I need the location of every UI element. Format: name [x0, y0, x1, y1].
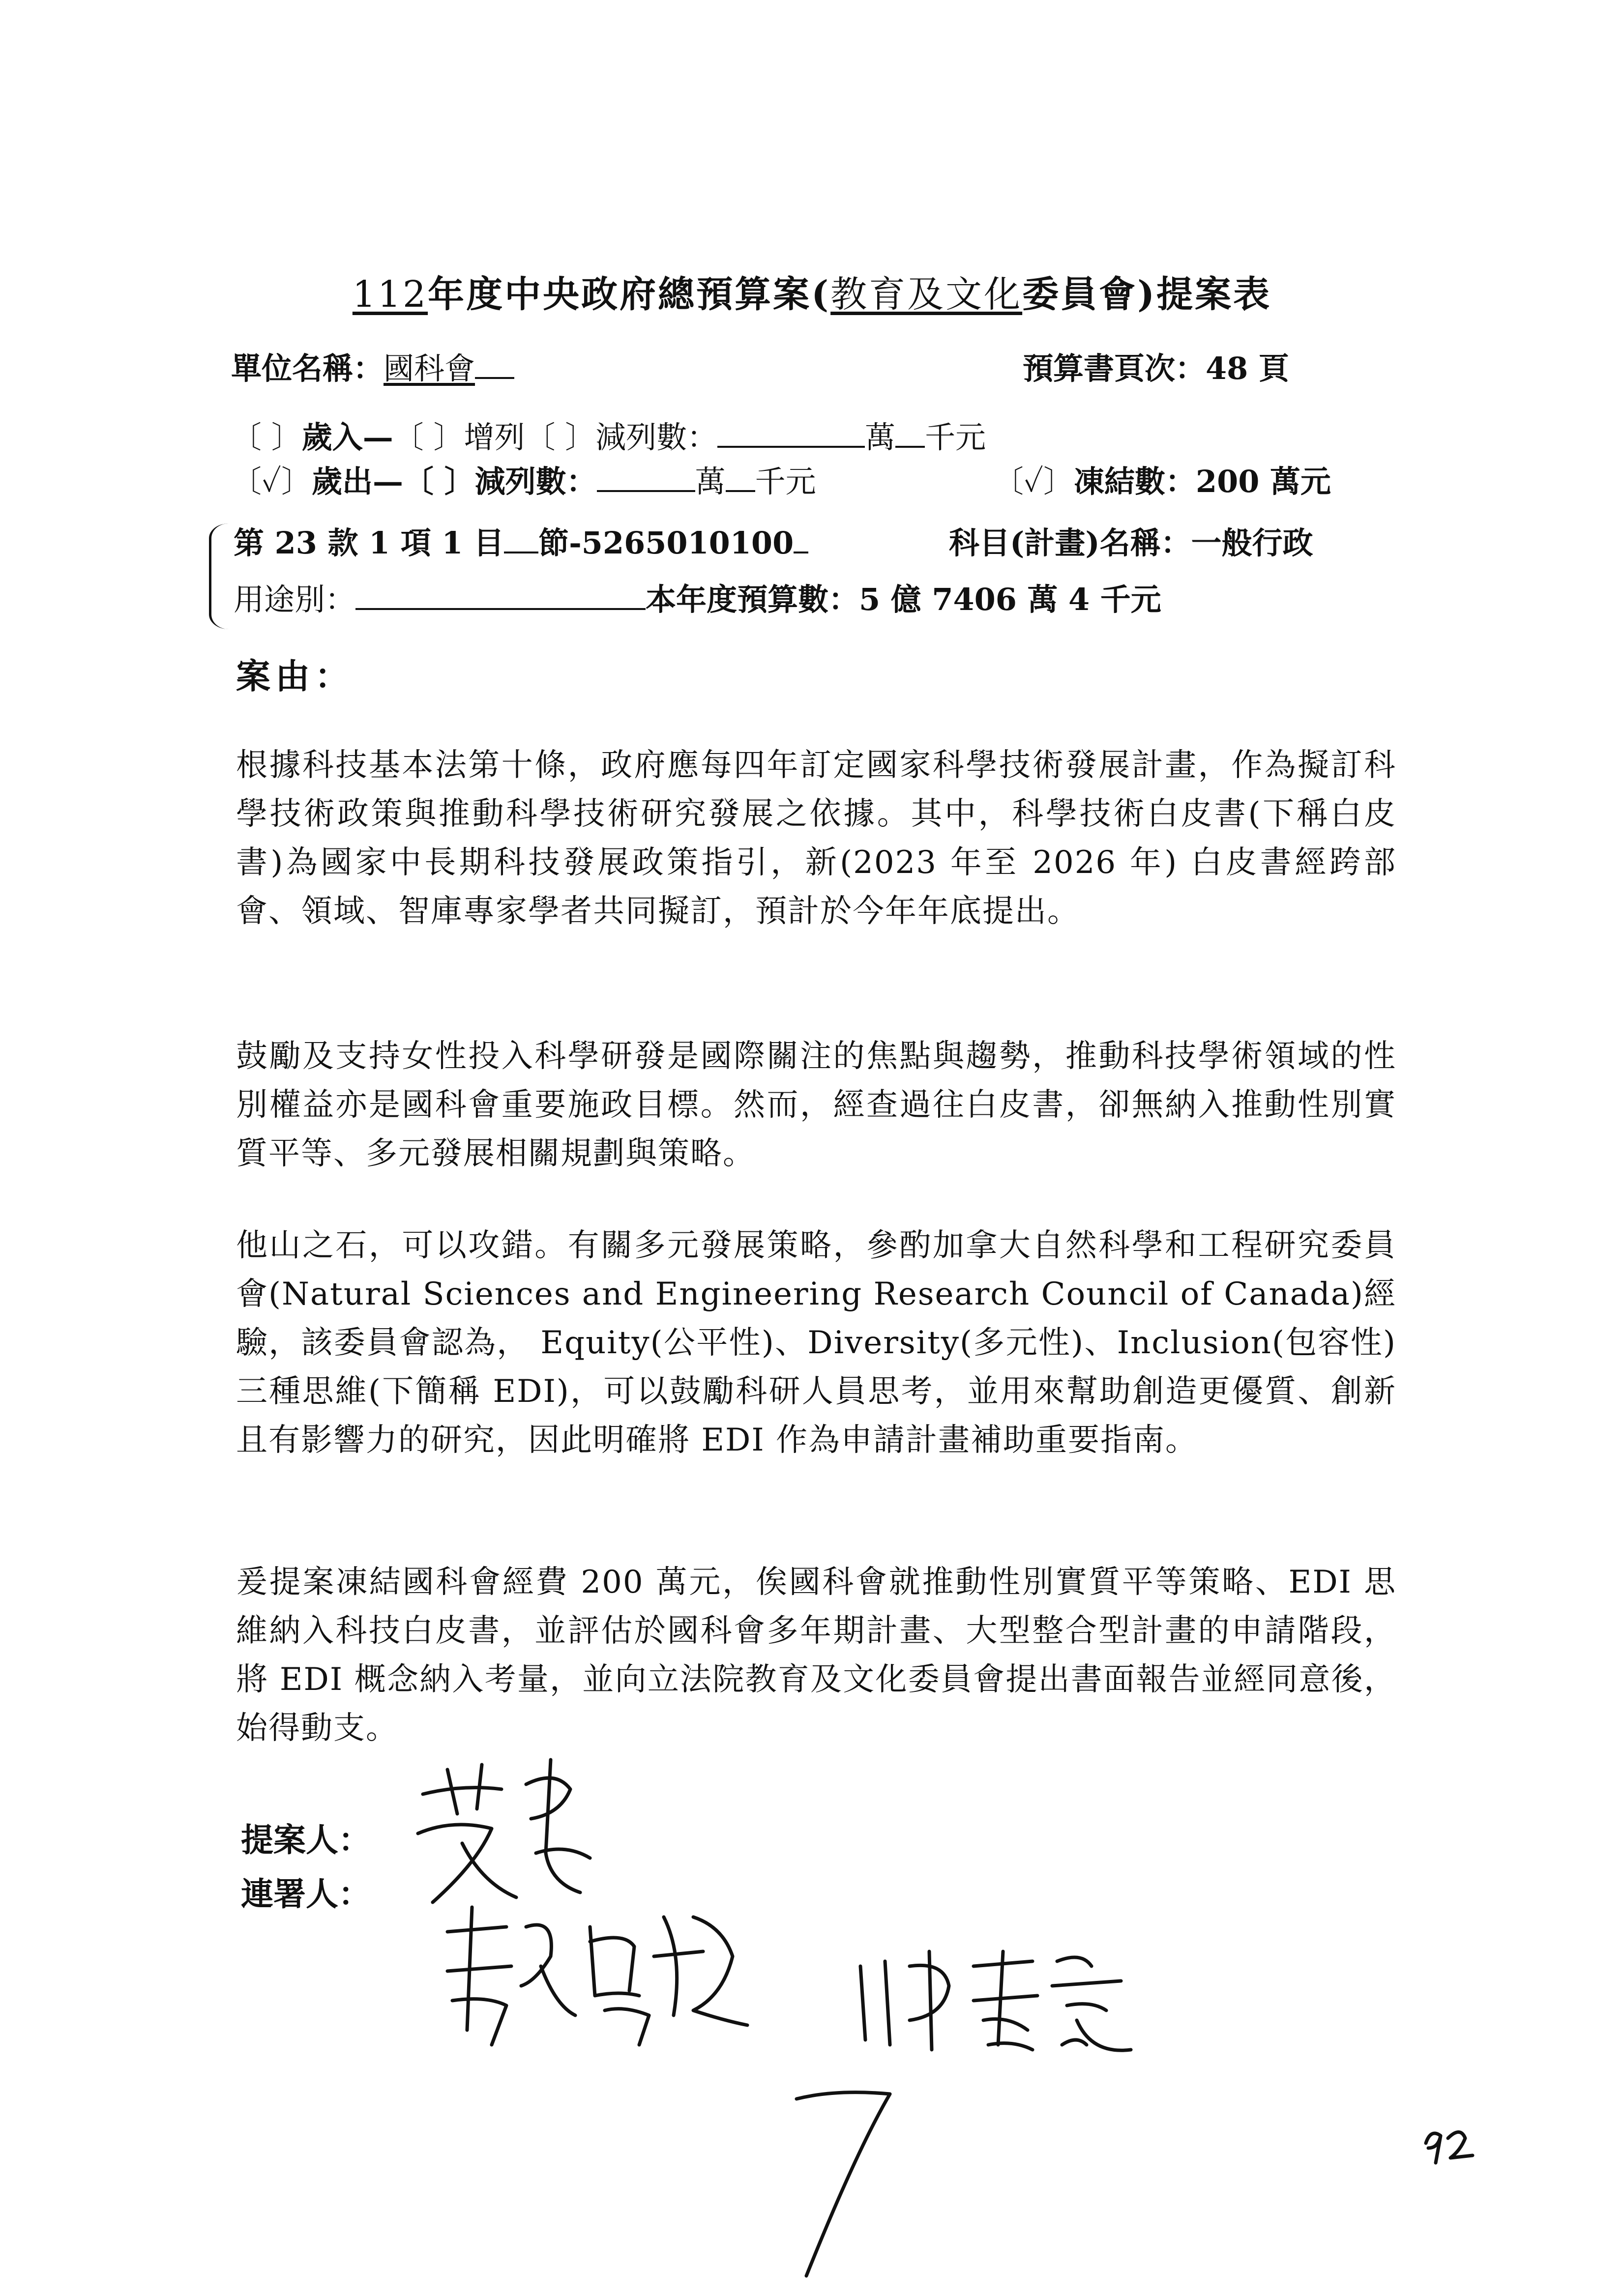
subject-value: 一般行政	[1191, 525, 1313, 561]
subject-label: 科目(計畫)名稱：	[949, 525, 1191, 561]
income-items: 〔 〕增列〔 〕減列數：	[393, 419, 718, 455]
handwritten-number	[787, 2079, 905, 2286]
expense-label: 歲出—	[312, 464, 404, 499]
expense-reduce: 〔 〕減列數：	[403, 464, 597, 499]
reason-paragraph-1: 根據科技基本法第十條，政府應每四年訂定國家科學技術發展計畫，作為擬訂科學技術政策與推動科學技術研究發展之依據。其中，科學技術白皮書(下稱白皮書)為國家中長期科技發展政策指引，新(2023 年至 2026 年) 白皮書經跨部會、領域、智庫專家學者共同擬訂，預計於今年年底提出。	[236, 747, 1396, 930]
title-part2: 委員會)提案表	[1022, 273, 1272, 316]
title-committee: 教育及文化	[830, 273, 1023, 316]
proposer-label: 提案人：	[241, 1821, 371, 1859]
unit-label: 單位名稱：	[231, 350, 384, 386]
freeze-checkbox: 〔✓〕	[993, 464, 1074, 499]
subject-row	[949, 519, 1313, 562]
reason-paragraph-4: 爰提案凍結國科會經費 200 萬元，俟國科會就推動性別實質平等策略、EDI 思維納入科技白皮書，並評估於國科會多年期計畫、大型整合型計畫的申請階段，將 EDI 概念納入考量，並向立法院教育及文化委員會提出書面報告並經同意後，始得動支。	[236, 1564, 1396, 1746]
title-year: 112	[352, 273, 428, 316]
income-label: 歲入—	[301, 419, 393, 455]
income-row	[231, 413, 986, 457]
item-code: 第 23 款 1 項 1 目	[234, 525, 504, 561]
item-row	[234, 519, 808, 562]
cosigner-signature-1	[428, 1897, 772, 2060]
reason-paragraph-3: 他山之石，可以攻錯。有關多元發展策略，參酌加拿大自然科學和工程研究委員會(Natural Sciences and Engineering Research Council of Canada)經驗，該委員會認為， Equity(公平性)、Diversity(多元性)、Inclusion(包容性)三種思維(下簡稱 EDI)，可以鼓勵科研人員思考，並用來幫助創造更優質、創新且有影響力的研究，因此明確將 EDI 作為申請計畫補助重要指南。	[236, 1227, 1396, 1458]
annual-budget: 本年度預算數：5 億 7406 萬 4 千元	[646, 581, 1161, 617]
cosigner-signature-2	[846, 1947, 1160, 2060]
expense-checkbox: 〔✓〕	[231, 464, 312, 499]
expense-row	[231, 457, 816, 501]
reason-heading: 案由：	[236, 656, 354, 697]
budget-page: 預算書頁次：48 頁	[1023, 350, 1289, 386]
item-bracket	[209, 523, 231, 629]
expense-unit2: 千元	[755, 464, 816, 499]
title-part1: 年度中央政府總預算案(	[428, 273, 831, 316]
income-unit2: 千元	[925, 419, 986, 455]
item-section: 節-5265010100	[538, 525, 794, 561]
form-title	[0, 265, 1624, 318]
income-unit1: 萬	[865, 419, 896, 455]
income-checkbox: 〔 〕	[231, 419, 302, 455]
proposer-signature	[403, 1755, 610, 1922]
unit-value: 國科會	[384, 350, 475, 386]
page-number-handwritten	[1416, 2123, 1480, 2168]
freeze-label: 凍結數：200 萬元	[1074, 464, 1331, 499]
reason-paragraph-2: 鼓勵及支持女性投入科學研發是國際關注的焦點與趨勢，推動科技學術領域的性別權益亦是國科會重要施政目標。然而，經查過往白皮書，卻無納入推動性別實質平等、多元發展相關規劃與策略。	[236, 1038, 1396, 1172]
unit-row	[231, 344, 514, 388]
cosigner-label: 連署人：	[241, 1875, 371, 1913]
freeze-row	[993, 457, 1331, 501]
usage-row	[234, 575, 1161, 619]
expense-unit1: 萬	[695, 464, 726, 499]
usage-label: 用途別：	[234, 581, 356, 617]
